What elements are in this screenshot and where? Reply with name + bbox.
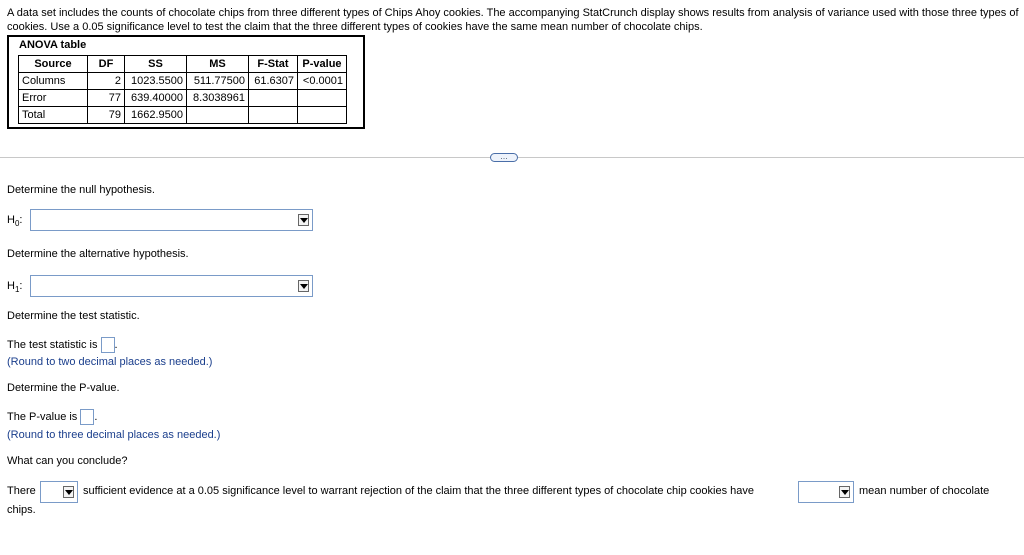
- test-statistic-prefix: The test statistic is: [7, 338, 98, 351]
- test-statistic-hint: (Round to two decimal places as needed.): [7, 356, 213, 368]
- cell-df: 2: [88, 73, 125, 90]
- dropdown-arrow-icon[interactable]: [63, 486, 74, 498]
- mean-comparison-select[interactable]: [798, 481, 854, 503]
- header-ms: MS: [187, 56, 249, 73]
- question-conclusion: What can you conclude?: [7, 455, 128, 467]
- problem-statement: A data set includes the counts of chocolate chips from three different types of Chips Ahoy cookies. The accompanying StatCrunch display shows results from analysis of variance used with those three types of cookies. Use a 0.05 significance level to test the claim that the three different types of cookies have the same mean number of chocolate chips.: [7, 7, 1019, 33]
- cell-ms: 511.77500: [187, 73, 249, 90]
- cell-pvalue: [298, 107, 347, 124]
- p-value-hint: (Round to three decimal places as needed.): [7, 429, 221, 441]
- dropdown-arrow-icon[interactable]: [298, 214, 309, 226]
- cell-ms: [187, 107, 249, 124]
- table-row: [19, 90, 347, 107]
- cell-df: 79: [88, 107, 125, 124]
- cell-source: Error: [19, 90, 88, 107]
- conclusion-wrap: chips.: [7, 504, 36, 516]
- cell-pvalue: [298, 90, 347, 107]
- header-pvalue: P-value: [298, 56, 347, 73]
- cell-fstat: 61.6307: [249, 73, 298, 90]
- header-ss: SS: [125, 56, 187, 73]
- cell-pvalue: <0.0001: [298, 73, 347, 90]
- anova-header-row: [19, 56, 347, 73]
- alternative-hypothesis-select[interactable]: [30, 275, 313, 297]
- p-value-input[interactable]: [80, 409, 94, 425]
- cell-source: Columns: [19, 73, 88, 90]
- cell-ms: 8.3038961: [187, 90, 249, 107]
- test-statistic-input[interactable]: [101, 337, 115, 353]
- header-source: Source: [19, 56, 88, 73]
- question-alternative-hypothesis: Determine the alternative hypothesis.: [7, 248, 189, 260]
- question-test-statistic: Determine the test statistic.: [7, 310, 140, 322]
- header-fstat: F-Stat: [249, 56, 298, 73]
- table-row: [19, 73, 347, 90]
- conclusion-there: There: [7, 485, 36, 497]
- p-value-line: The P-value is .: [7, 409, 97, 425]
- test-statistic-line: The test statistic is .: [7, 337, 118, 353]
- h1-subscript: 1: [14, 285, 20, 295]
- h0-letter: H: [7, 214, 15, 226]
- evidence-select[interactable]: [40, 481, 78, 503]
- anova-panel: [7, 35, 365, 129]
- conclusion-middle: sufficient evidence at a 0.05 significance level to warrant rejection of the claim that the three different types of chocolate chip cookies have: [83, 485, 754, 497]
- header-df: DF: [88, 56, 125, 73]
- conclusion-end: mean number of chocolate: [859, 485, 990, 497]
- expand-button[interactable]: …: [490, 153, 518, 162]
- question-p-value: Determine the P-value.: [7, 382, 120, 394]
- cell-fstat: [249, 107, 298, 124]
- null-hypothesis-select[interactable]: [30, 209, 313, 231]
- anova-title: ANOVA table: [19, 39, 87, 51]
- cell-df: 77: [88, 90, 125, 107]
- h0-label: $H_0$:: [7, 214, 23, 229]
- cell-fstat: [249, 90, 298, 107]
- table-row: [19, 107, 347, 124]
- p-value-prefix: The P-value is: [7, 410, 78, 423]
- h1-letter: H: [7, 280, 15, 292]
- cell-ss: 1662.9500: [125, 107, 187, 124]
- cell-ss: 1023.5500: [125, 73, 187, 90]
- question-null-hypothesis: Determine the null hypothesis.: [7, 184, 155, 196]
- h1-label: $H_1$:: [7, 280, 23, 295]
- cell-source: Total: [19, 107, 88, 124]
- anova-table: [18, 55, 347, 124]
- dropdown-arrow-icon[interactable]: [839, 486, 850, 498]
- cell-ss: 639.40000: [125, 90, 187, 107]
- dropdown-arrow-icon[interactable]: [298, 280, 309, 292]
- h0-subscript: 0: [14, 219, 20, 229]
